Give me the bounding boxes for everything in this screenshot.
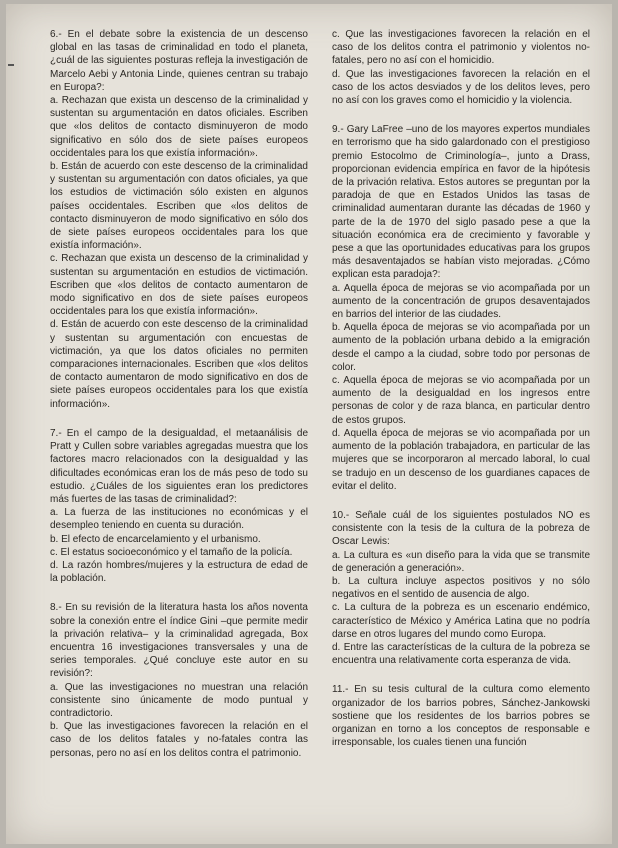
question-stem: 10.- Señale cuál de los siguientes postulados NO es consistente con la tesis de la cultura de la pobreza de Oscar Lewis: xyxy=(332,509,590,548)
question-stem: 9.- Gary LaFree –uno de los mayores expertos mundiales en terrorismo que ha sido galardonado con el prestigioso premio Estocolmo de Criminología–, junto a Drass, proporcionan evidencia empírica en favor de la hipótesis de la privación relativa. Estos autores se preguntan por la paradoja de que en Estados Unidos las tasas de criminalidad aumentaran durante las décadas de 1960 y parte de la de 1970 del siglo pasado pese a que la situación económica era de crecimiento y favorable y pese a que las oportunidades educativas para los grupos más desaventajados se habían visto mejoradas. ¿Cómo explican esta paradoja?: xyxy=(332,124,590,281)
option-c: c. Rechazan que exista un descenso de la criminalidad y sustentan su argumentación en estudios de victimación. Escriben que «los delitos de contacto aumentaron de modo significativo en dos de siete países europeos occidentales para los que existía información». xyxy=(50,253,308,318)
option-b: b. Aquella época de mejoras se vio acompañada por un aumento de la población urbana debido a la emigración desde el campo a la ciudad, sobre todo por personas de color. xyxy=(332,322,590,373)
option-c: c. El estatus socioeconómico y el tamaño de la policía. xyxy=(50,546,293,558)
option-a: a. Que las investigaciones no muestran una relación consistente sino únicamente de modo puntual y contradictorio. xyxy=(50,681,308,719)
option-b: b. El efecto de encarcelamiento y el urbanismo. xyxy=(50,533,261,545)
option-b: b. Están de acuerdo con este descenso de la criminalidad y sustentan su argumentación con datos oficiales, ya que los estudios de victimación sólo existen en algunos países occidentales. Escriben que «los delitos de contacto disminuyeron de modo significativo en sólo dos de siete países europeos occidentales para los que existía información». xyxy=(50,161,308,252)
option-a: a. La fuerza de las instituciones no económicas y el desempleo teniendo en cuenta su duración. xyxy=(50,507,308,532)
option-b: b. La cultura incluye aspectos positivos y no sólo negativos en el sentido de ausencia de algo. xyxy=(332,575,590,601)
option-a: a. Rechazan que exista un descenso de la criminalidad y sustentan su argumentación en datos oficiales. Escriben que «los delitos de contacto disminuyeron de modo significativo en sólo dos de siete países europeos occidentales para los que existía información». xyxy=(50,95,308,159)
right-column xyxy=(332,28,590,759)
option-c: c. Que las investigaciones favorecen la relación en el caso de los delitos contra el patrimonio y violentos no-fatales, pero no así con el homicidio. xyxy=(332,29,590,67)
option-d: d. La razón hombres/mujeres y la estructura de edad de la población. xyxy=(50,559,308,585)
question-11 xyxy=(332,683,590,749)
left-column xyxy=(50,28,308,770)
option-a: a. Aquella época de mejoras se vio acompañada por un aumento de la concentración de grupos desaventajados en barrios del interior de las ciudades. xyxy=(332,282,590,321)
document-page xyxy=(6,4,612,844)
question-stem: 6.- En el debate sobre la existencia de un descenso global en las tasas de criminalidad en todo el planeta, ¿cuál de las siguientes posturas refleja la investigación de Marcelo Aebi y Antonia Linde, quienes centran su trabajo en Europa?: xyxy=(50,29,308,93)
question-10 xyxy=(332,509,590,667)
option-c: c. La cultura de la pobreza es un escenario endémico, característico de México y América Latina que no podría darse en otros lugares del mundo como Europa. xyxy=(332,602,590,640)
question-stem: 8.- En su revisión de la literatura hasta los años noventa sobre la conexión entre el índice Gini –que permite medir la privación relativa– y la criminalidad agregada, Box encuentra 16 investigaciones transversales y una de series temporales. ¿Qué concluye este autor en su revisión?: xyxy=(50,602,308,680)
question-stem: 7.- En el campo de la desigualdad, el metaanálisis de Pratt y Cullen sobre variables agregadas muestra que los factores macro relacionados con la desigualdad y las dificultades económicas eran los de más peso de todo su estudio. ¿Cuáles de los siguientes eran los predictores más fuertes de las tasas de criminalidad?: xyxy=(50,427,308,505)
question-9 xyxy=(332,123,590,493)
question-8 xyxy=(50,601,308,759)
question-stem: 11.- En su tesis cultural de la cultura como elemento organizador de los barrios pobres, Sánchez-Jankowski sostiene que los residentes de los barrios pobres se organizan en torno a los conceptos de responsable e irresponsable, los cuales tienen una función xyxy=(332,684,590,749)
option-d: d. Que las investigaciones favorecen la relación en el caso de los actos desviados y de los delitos leves, pero no así con los graves como el homicidio y la violencia. xyxy=(332,68,590,107)
option-d: d. Entre las características de la cultura de la pobreza se encuentra una relativamente corta esperanza de vida. xyxy=(332,641,590,667)
option-d: d. Aquella época de mejoras se vio acompañada por un aumento de la población trabajadora, en particular de las mujeres que se incorporaron al mercado laboral, lo cual se tradujo en un descenso de los guardianes capaces de evitar el delito. xyxy=(332,427,590,492)
option-d: d. Están de acuerdo con este descenso de la criminalidad y sustentan su argumentación con encuestas de victimación, ya que los datos oficiales no permiten comparaciones internacionales. Escriben que «los delitos de contacto aumentaron de modo significativo en dos de siete países europeos occidentales para los que existía información». xyxy=(50,319,308,410)
question-8-continued xyxy=(332,28,590,107)
option-c: c. Aquella época de mejoras se vio acompañada por un aumento de la desigualdad en los ingresos entre personas de color y de raza blanca, en particular dentro de estos grupos. xyxy=(332,375,590,426)
question-6 xyxy=(50,28,308,411)
margin-mark xyxy=(8,64,14,66)
option-b: b. Que las investigaciones favorecen la relación en el caso de los delitos fatales y no-fatales contra las personas, pero no así en los delitos contra el patrimonio. xyxy=(50,721,308,759)
question-7 xyxy=(50,427,308,585)
option-a: a. La cultura es «un diseño para la vida que se transmite de generación a generación». xyxy=(332,549,590,574)
